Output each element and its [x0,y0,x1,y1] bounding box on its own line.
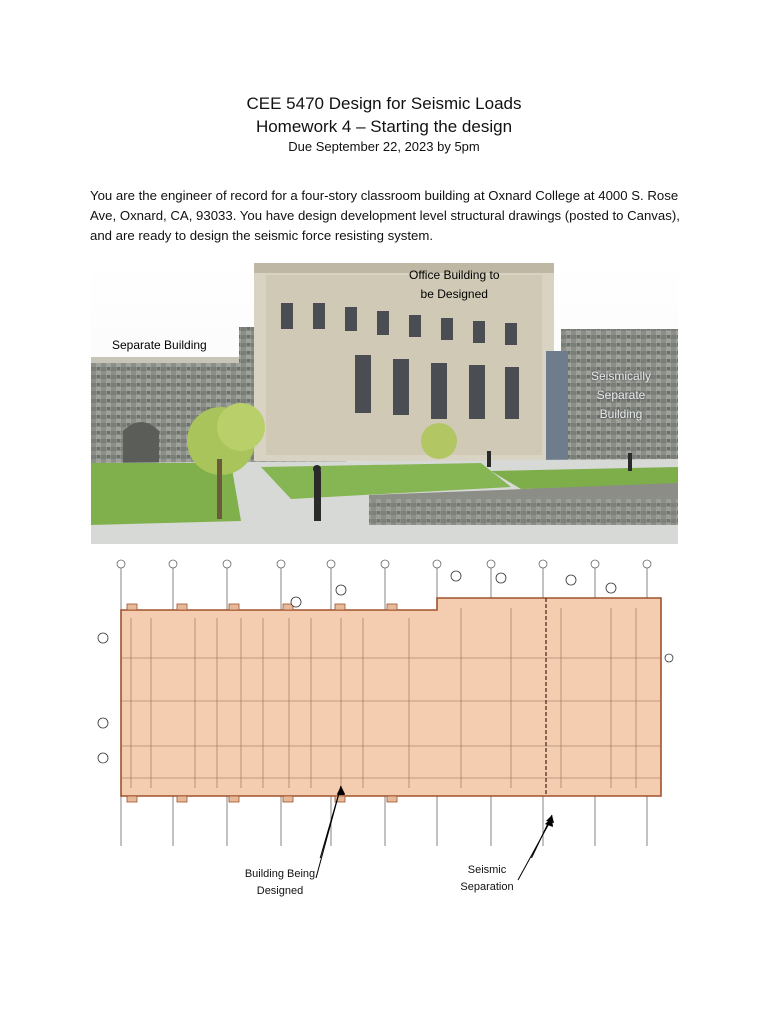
seismically-separate-label [591,367,651,424]
building-label-line2: Designed [256,885,304,897]
floor-plan-drawing [91,558,678,858]
due-date: Due September 22, 2023 by 5pm [288,139,480,154]
office-building-label [409,266,500,304]
seismically-separate-label-line1: Seismically [591,369,652,383]
seismically-separate-label-line3: Building [599,407,643,421]
building-being-designed-label [238,866,322,900]
building-rendering-image [91,263,678,544]
floor-plan [91,558,678,858]
building-label-line1: Building Being [244,868,316,880]
separation-label-line2: Separation [460,881,514,893]
office-building-label-line1: Office Building to [409,268,500,282]
seismic-separation-label [455,862,519,896]
building-rendering [91,263,678,544]
course-title: CEE 5470 Design for Seismic Loads [246,94,522,113]
intro-paragraph: You are the engineer of record for a four-story classroom building at Oxnard College at 4000 S. Rose Ave, Oxnard, CA, 93033. You have design development level structural drawings (posted to Canvas), and are ready to design the seismic force resisting system. [90,188,680,243]
seismically-separate-label-line2: Separate [596,388,646,402]
assignment-title: Homework 4 – Starting the design [255,117,513,136]
separate-building-label: Separate Building [112,338,207,352]
office-building-label-line2: be Designed [420,287,488,301]
separation-label-line1: Seismic [467,864,507,876]
